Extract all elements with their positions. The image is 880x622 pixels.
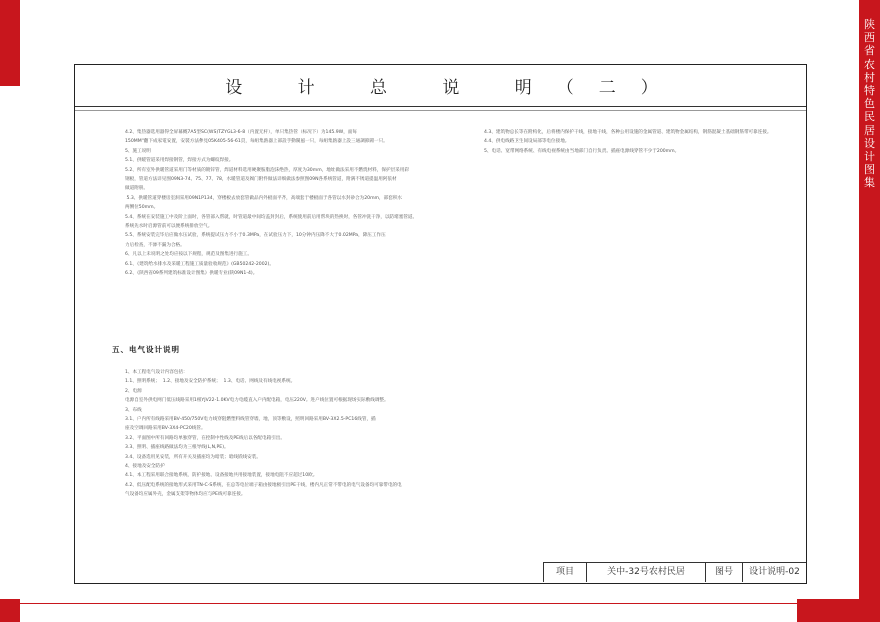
drawing-number: 设计说明-02 (749, 567, 800, 577)
text-line: 1.1、照明系统； 1.2、接地及安全防护系统； 1.3、电话、网线及有线电视系统。 (125, 379, 296, 385)
label-drawing-number: 图号 (714, 567, 733, 577)
text-line: 6.1、《建筑给水排水及采暖工程施工质量验收规范》(GB50242-2002)。 (125, 261, 274, 267)
text-line: 6.2、《陕西省09系列建筑标准设计图集》供暖专业(陕09N1-4)。 (125, 271, 258, 277)
text-line: 150MM"翻下成家電安置，安裝方法參見05K405-56-61頁，每組集熱器上部設手動閥風一只，每組集熱器上設三通調節閥一只。 (125, 139, 388, 145)
text-line: 两侧位50mm。 (125, 205, 159, 211)
text-line: 5.5、系统安装完毕后应做水压试验，系统提试压力不小于0.3MPa，在试验压力下，10分钟内压降不大于0.02MPa，降压工作压 (125, 233, 386, 239)
left-column-upper (125, 128, 473, 279)
series-sidebar (859, 0, 880, 622)
text-line: 3.2、平面图中所有回路均单独穿管，在控制中性线及PE线后以各配电箱引出。 (125, 435, 285, 441)
text-line: 电源自室外供电网门低压线路采用1根YJV22-1.0KV电力电缆直入户内配电箱，电压220V。进户线位置可根据现场实际敷线调整。 (125, 398, 389, 404)
text-line: 3.1、户内所有线路采用BV-450/750V电力线穿阻燃塑料线管穿墙，地，顶等敷设，照明回路采用BV-3X2.5-PC16线管，插 (125, 417, 376, 423)
text-line: 4、接地及安全防护 (125, 464, 165, 470)
right-column (484, 128, 784, 156)
text-line: 6、凡以上未说明之处均应按以下规程，规范及图集进行施工。 (125, 252, 252, 258)
text-line: 5、施工说明 (125, 148, 151, 154)
text-line: 5.1、供暖管道采用焊接钢管，焊接方式为螺纹焊接。 (125, 158, 234, 164)
text-line: 4.3、建筑物总长等在附构化，后将楼内保护干线，接地干线，各种公用设施的金属管道、建筑物金属结构，钢筋混凝土基础钢筋带可靠连接。 (484, 130, 772, 135)
text-line: 做道附册。 (125, 186, 148, 192)
project-name: 关中-32号农村民居 (607, 567, 685, 577)
text-line: 4.2、低压配电系统的接地形式采用TN-C-S系统，在总等电位端子箱由接地极引出PE干线，楼内凡正常不带电的电气设备均可靠带电的电 (125, 482, 402, 488)
text-line: 3、布线 (125, 407, 142, 413)
bottom-divider-line (20, 603, 797, 604)
text-line: 气设备均应属外壳，金属支架等物体均应与PE线可靠连接。 (125, 492, 246, 498)
text-line: 1、本工程电气设计内容包括： (125, 370, 188, 375)
title-underline-thin (75, 110, 806, 111)
text-line: 4.4、供电线路卫生间设局部等电位接地。 (484, 139, 570, 145)
top-left-red-bar (0, 0, 20, 86)
label-project: 项目 (555, 567, 574, 577)
title-underline (75, 106, 806, 107)
text-line: 4.1、本工程采用联合接地系统，防护接地、设备接地共用接地装置，接地电阻不应超过10欧。 (125, 473, 318, 479)
text-line: 5.4、系统在安装施工中及阶上面时，各管部入帮就，时管道最中间均盖封封后，系统使用前后用帮块的热换时，各管冲洗干净，以防堵塞管道。 (125, 214, 418, 220)
text-line: 力后检查，不渗不漏为合格。 (125, 242, 185, 248)
bottom-right-red-bar (797, 599, 859, 622)
text-line: 2、电源 (125, 388, 142, 394)
text-line: 3.4、设备选用见安装，所有开关及插座均为暗装；暗线嵌线安装。 (125, 454, 261, 460)
text-line: 5、电话、宽带网络系统、有线电视系统由当地部门自行负责。插座电源线穿管不少于200mm。 (484, 148, 680, 154)
left-column-lower (125, 368, 473, 500)
text-line: 5.2、所有室外供暖管道采用门等材质的镀锌管，焊道材料选用硬聚胺脂泡沫绝热，厚度为30mm，地址做法采用不燃烧材料，保护层采用彩 (125, 167, 409, 173)
text-line: 座及空调回路采用BV-3X4-PC20线管。 (125, 426, 206, 432)
page-title: 设 计 总 说 明（二） (225, 78, 683, 98)
bottom-left-red-bar (0, 599, 20, 622)
text-line: 3.3、照明、插座线路做法均为三根导线(L,N,PE)。 (125, 445, 229, 451)
text-line: 5.3、供暖管道穿楼房室洞采用09N1P134，穿楼板去放套管做品内外板面平齐，高端套于楼板面于各管以水封砂合为20mm，部套积水 (125, 195, 403, 201)
text-line: 钢板，管道方法详见图09N3-74、75、77、78，水暖管道及阀门附件做法详细做法参照图09N各系统管道，附满不锈道提温用阿依材 (125, 177, 397, 183)
text-line: 系统先水时启源管前可以便系统排放空气。 (125, 224, 213, 230)
section-heading-electrical: 五、电气设计说明 (112, 345, 180, 354)
series-title: 陕西省农村特色民居设计图集 (864, 18, 875, 190)
text-line: 4.2、集热器选用器得全屏幕概7A5型SC(WS)TZYGL3-6-8（内置无杆），单只集热管（标况下）为145.9W，面每 (125, 130, 358, 135)
